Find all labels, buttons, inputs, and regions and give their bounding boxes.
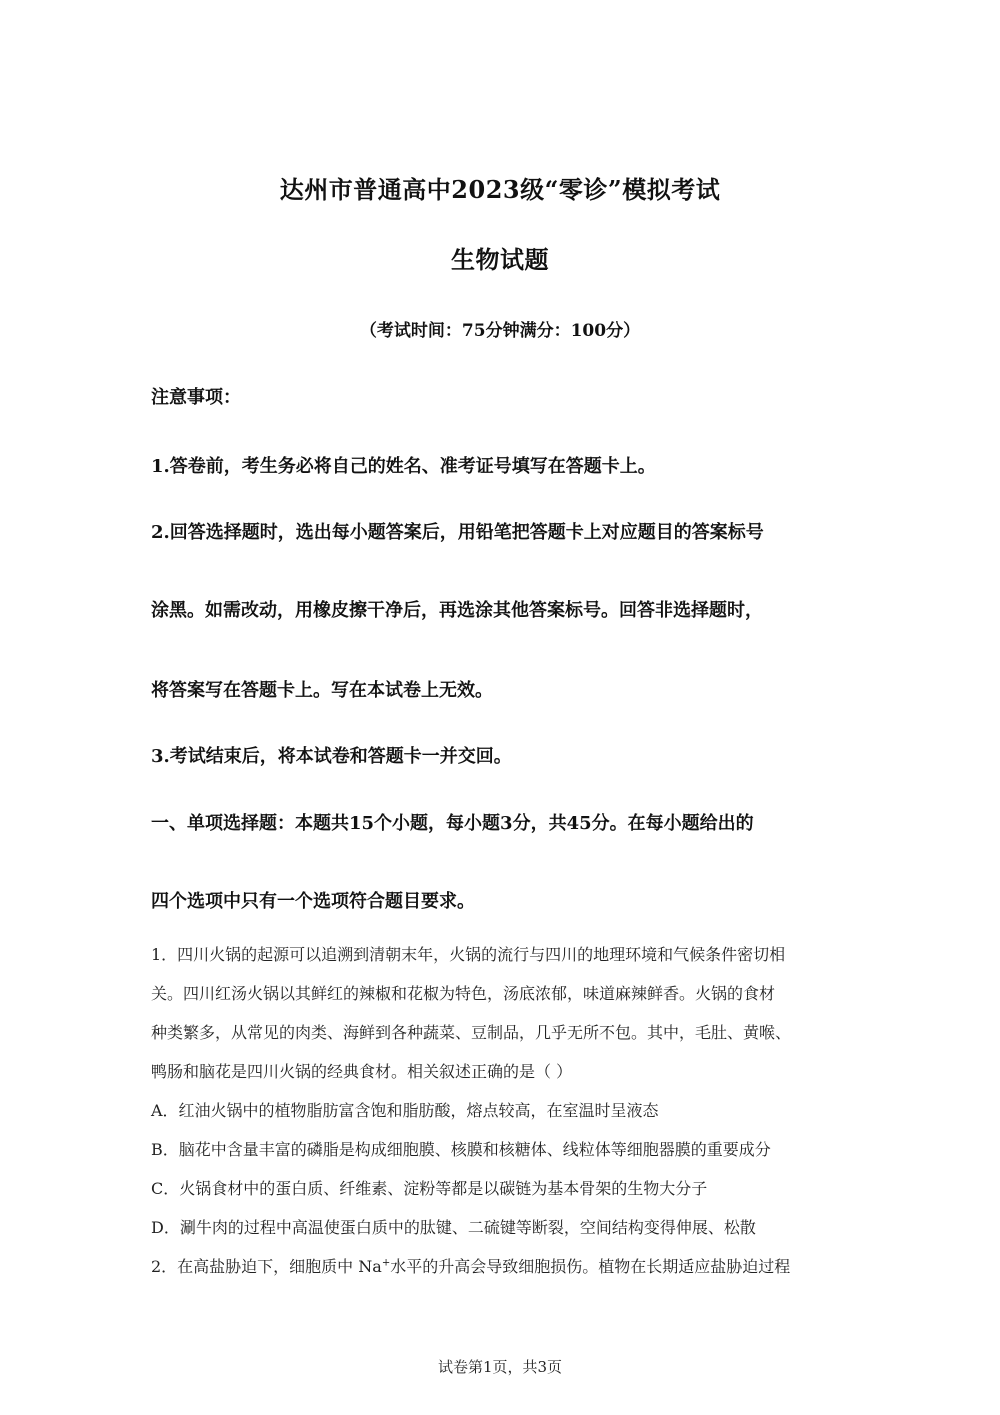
exam-info: （考试时间：75分钟满分：100分） [359, 321, 641, 341]
note-item-1: 1.答卷前，考生务必将自己的姓名、准考证号填写在答题卡上。 [151, 456, 656, 477]
exam-title: 达州市普通高中2023级“零诊”模拟考试 [279, 175, 721, 204]
question-2-stem-text-before: 2．在高盐胁迫下，细胞质中 Na [151, 1257, 382, 1276]
question-2-stem-text-after: 水平的升高会导致细胞损伤。植物在长期适应盐胁迫过程 [390, 1257, 791, 1276]
note-item-2-line-3: 将答案写在答题卡上。写在本试卷上无效。 [151, 680, 493, 701]
question-1-option-b: B．脑花中含量丰富的磷脂是构成细胞膜、核膜和核糖体、线粒体等细胞器膜的重要成分 [151, 1140, 771, 1159]
note-item-3: 3.考试结束后，将本试卷和答题卡一并交回。 [151, 746, 512, 767]
question-2-stem-line-1 [151, 1254, 790, 1277]
question-1-option-a: A．红油火锅中的植物脂肪富含饱和脂肪酸，熔点较高，在室温时呈液态 [151, 1101, 659, 1120]
exam-subject: 生物试题 [451, 245, 549, 274]
question-1-option-d: D．涮牛肉的过程中高温使蛋白质中的肽键、二硫键等断裂，空间结构变得伸展、松散 [151, 1218, 756, 1237]
notes-heading: 注意事项： [151, 387, 241, 408]
note-item-2-line-2: 涂黑。如需改动，用橡皮擦干净后，再选涂其他答案标号。回答非选择题时， [151, 600, 763, 621]
question-1-stem-line-2: 关。四川红汤火锅以其鲜红的辣椒和花椒为特色，汤底浓郁，味道麻辣鲜香。火锅的食材 [151, 984, 776, 1003]
page-footer: 试卷第1页，共3页 [437, 1358, 563, 1376]
section-heading-line-1: 一、单项选择题：本题共15个小题，每小题3分，共45分。在每小题给出的 [151, 813, 754, 834]
question-1-stem-line-3: 种类繁多，从常见的肉类、海鲜到各种蔬菜、豆制品，几乎无所不包。其中，毛肚、黄喉、 [151, 1023, 792, 1042]
question-1-stem-line-1: 1．四川火锅的起源可以追溯到清朝末年，火锅的流行与四川的地理环境和气候条件密切相 [151, 945, 786, 964]
note-item-2-line-1: 2.回答选择题时，选出每小题答案后，用铅笔把答题卡上对应题目的答案标号 [151, 522, 764, 543]
question-1-option-c: C．火锅食材中的蛋白质、纤维素、淀粉等都是以碳链为基本骨架的生物大分子 [151, 1179, 708, 1198]
section-heading-line-2: 四个选项中只有一个选项符合题目要求。 [151, 891, 475, 912]
sodium-ion-charge: + [381, 1257, 391, 1269]
question-1-stem-line-4: 鸭肠和脑花是四川火锅的经典食材。相关叙述正确的是（ ） [151, 1062, 573, 1081]
